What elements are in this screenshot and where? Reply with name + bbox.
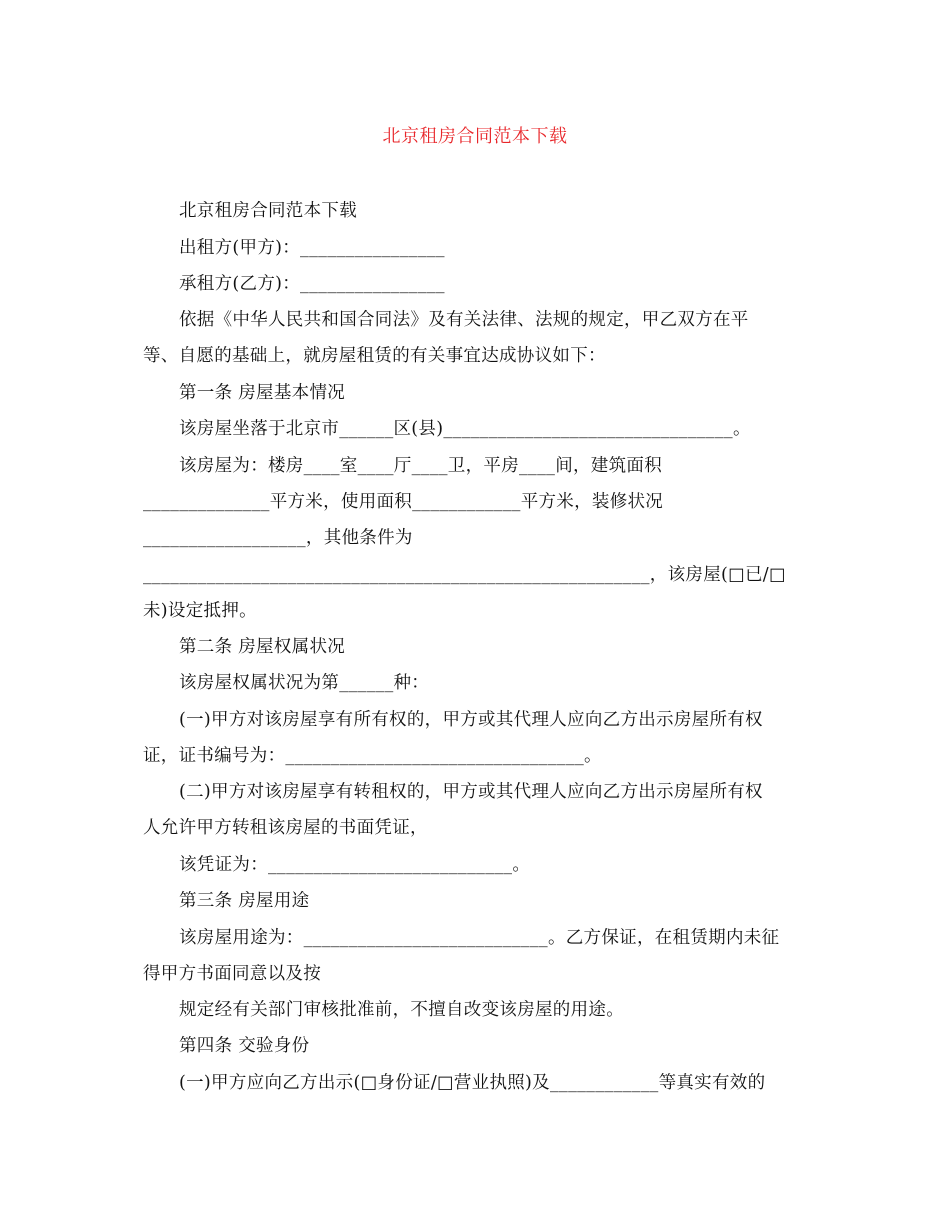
paragraph-line: 该房屋为：楼房____室____厅____卫，平房____间，建筑面积	[179, 456, 662, 476]
lessee-line: 承租方(乙方)：________________	[179, 274, 445, 294]
lessor-line: 出租方(甲方)：________________	[179, 238, 445, 258]
subtitle-line: 北京租房合同范本下载	[179, 201, 357, 221]
paragraph-line: 该房屋权属状况为第______种：	[179, 673, 430, 693]
paragraph-line: (二)甲方对该房屋享有转租权的，甲方或其代理人应向乙方出示房屋所有权	[179, 782, 763, 802]
article-heading: 第三条 房屋用途	[179, 891, 310, 911]
paragraph-line: ________________________________________________________，该房屋(□已/□	[143, 565, 786, 585]
paragraph-line: 等、自愿的基础上，就房屋租赁的有关事宜达成协议如下：	[143, 346, 606, 366]
paragraph-line: 该房屋用途为：___________________________。乙方保证，在租赁期内未征	[179, 928, 780, 948]
paragraph-line: 规定经有关部门审核批准前，不擅自改变该房屋的用途。	[179, 1000, 624, 1020]
article-heading: 第一条 房屋基本情况	[179, 383, 346, 403]
paragraph-line: 证，证书编号为：_________________________________。	[143, 746, 602, 766]
paragraph-line: 该房屋坐落于北京市______区(县)________________________________。	[179, 419, 751, 439]
paragraph-line: 该凭证为：___________________________。	[179, 855, 531, 875]
document-title: 北京租房合同范本下载	[382, 126, 568, 147]
paragraph-line: __________________，其他条件为	[143, 528, 413, 548]
paragraph-line: (一)甲方应向乙方出示(□身份证/□营业执照)及____________等真实有效的	[179, 1073, 766, 1093]
paragraph-line: 人允许甲方转租该房屋的书面凭证，	[143, 818, 428, 838]
paragraph-line: 得甲方书面同意以及按	[143, 964, 321, 984]
paragraph-line: (一)甲方对该房屋享有所有权的，甲方或其代理人应向乙方出示房屋所有权	[179, 710, 763, 730]
article-heading: 第二条 房屋权属状况	[179, 637, 346, 657]
paragraph-line: 依据《中华人民共和国合同法》及有关法律、法规的规定，甲乙双方在平	[179, 310, 749, 330]
paragraph-line: 未)设定抵押。	[143, 601, 257, 621]
paragraph-line: ______________平方米，使用面积____________平方米，装修状况	[143, 492, 664, 512]
article-heading: 第四条 交验身份	[179, 1036, 310, 1056]
